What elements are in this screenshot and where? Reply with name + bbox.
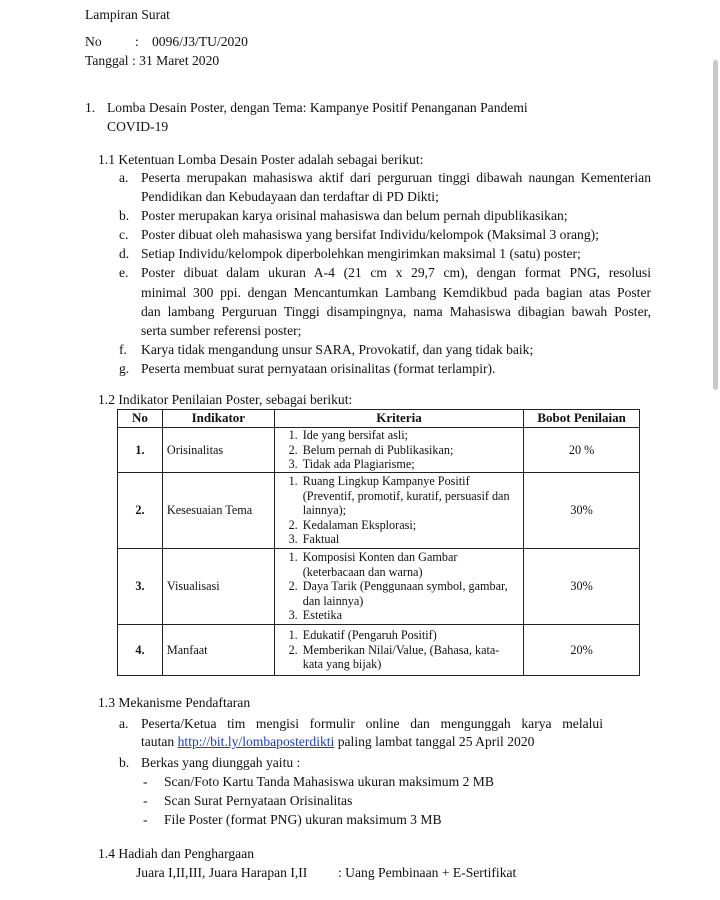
kriteria-list: [279, 550, 519, 623]
item-marker: c.: [119, 227, 129, 242]
item-marker: a.: [119, 170, 129, 185]
rule-item-c-line: Poster dibuat oleh mahasiswa yang bersifat Individu/kelompok (Maksimal 3 orang);: [141, 227, 599, 242]
kriteria-item: 3. Tidak ada Plagiarisme;: [301, 457, 519, 472]
item-marker: b.: [119, 755, 130, 770]
letter-date: Tanggal : 31 Maret 2020: [85, 53, 220, 68]
kriteria-item: 2. Daya Tarik (Penggunaan symbol, gambar, dan lainnya): [301, 579, 519, 608]
column-header-no: No: [118, 410, 163, 428]
row-number: 1.: [118, 428, 163, 473]
item-marker: f.: [119, 342, 127, 357]
kriteria-list: [279, 428, 519, 472]
kriteria-cell: [274, 473, 523, 549]
section-1-1-heading: 1.1 Ketentuan Lomba Desain Poster adalah sebagai berikut:: [98, 152, 424, 167]
table-header-row: [118, 410, 640, 428]
rule-item-a-line: Peserta merupakan mahasiswa aktif dari perguruan tinggi dibawah naungan Kementerian: [141, 170, 651, 185]
table-row: [118, 473, 640, 549]
kriteria-list: [279, 474, 519, 547]
rule-item-e-line: dan lambang Perguruan Tinggi disampingnya, nama Mahasiswa dibagian bawah Poster,: [141, 304, 651, 319]
section-1-title-line-1: Lomba Desain Poster, dengan Tema: Kampanye Positif Penanganan Pandemi: [107, 100, 528, 115]
rule-item-f-line: Karya tidak mengandung unsur SARA, Provokatif, dan yang tidak baik;: [141, 342, 534, 357]
rule-item-d-line: Setiap Individu/kelompok diperbolehkan mengirimkan maksimal 1 (satu) poster;: [141, 246, 581, 261]
item-marker: a.: [119, 716, 129, 731]
prize-winners: Juara I,II,III, Juara Harapan I,II: [136, 865, 308, 880]
item-marker: d.: [119, 246, 130, 261]
kriteria-item: 1. Edukatif (Pengaruh Positif): [301, 628, 519, 643]
letter-number-separator: :: [135, 34, 139, 49]
item-marker: e.: [119, 265, 129, 280]
rule-item-e-line: minimal 300 ppi. dengan Mencantumkan Lambang Kemdikbud pada bagian atas Poster: [141, 285, 651, 300]
registration-step-line-2: tautan http://bit.ly/lombaposterdikti paling lambat tanggal 25 April 2020: [141, 734, 535, 749]
upload-file-item: File Poster (format PNG) ukuran maksimum 3 MB: [164, 812, 442, 827]
section-1-3-heading: 1.3 Mekanisme Pendaftaran: [98, 695, 251, 710]
scrollbar-thumb[interactable]: [713, 60, 718, 390]
bobot-cell: 20%: [524, 625, 640, 676]
rule-item-a-line: Pendidikan dan Kebudayaan dan terdaftar di PD Dikti;: [141, 189, 439, 204]
bobot-cell: 30%: [524, 473, 640, 549]
rule-item-e-line: serta sumber referensi poster;: [141, 323, 302, 338]
column-header-kriteria: Kriteria: [274, 410, 523, 428]
row-number: 3.: [118, 549, 163, 625]
kriteria-cell: [274, 549, 523, 625]
kriteria-item: 1. Komposisi Konten dan Gambar (keterbacaan dan warna): [301, 550, 519, 579]
section-1-number: 1.: [85, 100, 96, 115]
kriteria-list: [279, 628, 519, 672]
section-1-4-heading: 1.4 Hadiah dan Penghargaan: [98, 846, 255, 861]
prize-description: : Uang Pembinaan + E-Sertifikat: [338, 865, 517, 880]
section-1-2-heading: 1.2 Indikator Penilaian Poster, sebagai berikut:: [98, 392, 353, 407]
bullet-dash: -: [143, 793, 148, 808]
letter-number-value: 0096/J3/TU/2020: [152, 34, 248, 49]
row-number: 4.: [118, 625, 163, 676]
kriteria-item: 1. Ruang Lingkup Kampanye Positif (Preventif, promotif, kuratif, persuasif dan lainnya);: [301, 474, 519, 518]
assessment-table: [117, 409, 640, 676]
bobot-cell: 30%: [524, 549, 640, 625]
letter-number-label: No: [85, 34, 102, 49]
rule-item-e-line: Poster dibuat dalam ukuran A-4 (21 cm x 29,7 cm), dengan format PNG, resolusi: [141, 265, 651, 280]
column-header-bobot: Bobot Penilaian: [524, 410, 640, 428]
rule-item-g-line: Peserta membuat surat pernyataan orisinalitas (format terlampir).: [141, 361, 496, 376]
kriteria-item: 3. Faktual: [301, 532, 519, 547]
item-marker: g.: [119, 361, 130, 376]
kriteria-item: 2. Kedalaman Eksplorasi;: [301, 518, 519, 533]
kriteria-cell: [274, 625, 523, 676]
indikator-cell: Orisinalitas: [162, 428, 274, 473]
upload-file-item: Scan/Foto Kartu Tanda Mahasiswa ukuran maksimum 2 MB: [164, 774, 494, 789]
upload-files-heading: Berkas yang diunggah yaitu :: [141, 755, 301, 770]
bobot-cell: 20 %: [524, 428, 640, 473]
registration-link[interactable]: http://bit.ly/lombaposterdikti: [177, 734, 335, 749]
indikator-cell: Kesesuaian Tema: [162, 473, 274, 549]
kriteria-item: 2. Belum pernah di Publikasikan;: [301, 443, 519, 458]
table-row: [118, 428, 640, 473]
kriteria-item: 1. Ide yang bersifat asli;: [301, 428, 519, 443]
registration-step-line-1: Peserta/Ketua tim mengisi formulir online dan mengunggah karya melalui: [141, 716, 603, 731]
indikator-cell: Visualisasi: [162, 549, 274, 625]
rule-item-b-line: Poster merupakan karya orisinal mahasiswa dan belum pernah dipublikasikan;: [141, 208, 568, 223]
bullet-dash: -: [143, 812, 148, 827]
item-marker: b.: [119, 208, 130, 223]
bullet-dash: -: [143, 774, 148, 789]
section-1-title-line-2: COVID-19: [107, 119, 169, 134]
table-row: [118, 625, 640, 676]
indikator-cell: Manfaat: [162, 625, 274, 676]
row-number: 2.: [118, 473, 163, 549]
kriteria-item: 2. Memberikan Nilai/Value, (Bahasa, kata-kata yang bijak): [301, 643, 519, 672]
table-row: [118, 549, 640, 625]
upload-file-item: Scan Surat Pernyataan Orisinalitas: [164, 793, 353, 808]
attachment-title: Lampiran Surat: [85, 7, 170, 22]
kriteria-item: 3. Estetika: [301, 608, 519, 623]
column-header-indikator: Indikator: [162, 410, 274, 428]
kriteria-cell: [274, 428, 523, 473]
